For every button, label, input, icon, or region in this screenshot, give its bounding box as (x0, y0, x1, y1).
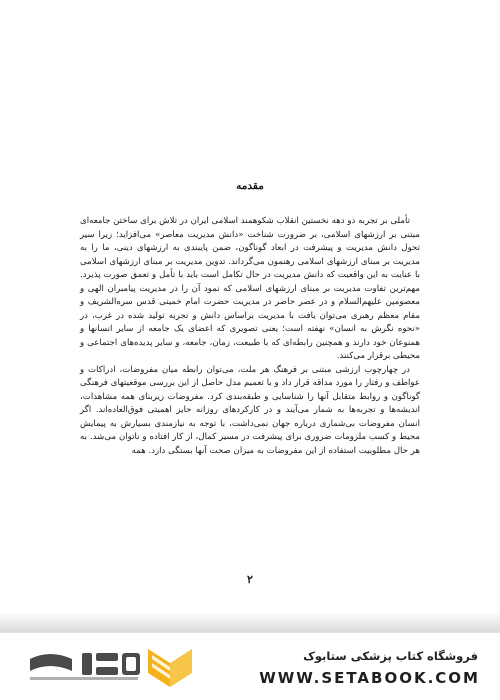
store-name: فروشگاه کتاب پزشکی ستابوک (303, 649, 478, 663)
setabook-logo-icon (20, 641, 200, 695)
page-shadow (0, 612, 500, 632)
paragraph-1: تأملی بر تجربه دو دهه نخستین انقلاب شکوهمند اسلامی ایران در تلاش برای ساختن جامعه‌ای مبتنی بر ارزشهای اسلامی، بر ضرورت شناخت «دانش مدیریت معاصر» می‌افزاید؛ زیرا سیر تحول دانش مدیریت و پیشرفت در ابعاد گوناگون، ضمن پایبندی به ارزشهای دینی، ما را به مدیریت بر مبنای ارزشهای اسلامی رهنمون می‌گرداند. تدوین مدیریت بر مبنای ارزشهای اسلامی با عنایت به این واقعیت که دانش مدیریت در حال تکامل است باید با تأمل و تعمق صورت پذیرد. مهم‌ترین تفاوت مدیریت بر مبنای ارزشهای اسلامی که نمود آن را در مدیریت پیامبران الهی و معصومین علیهم‌السلام و در عصر حاضر در مدیریت حضرت امام خمینی قدس سره‌الشریف و مقام معظم رهبری می‌توان یافت با مدیریت براساس دانش و تجربه تولید شده در غرب، در «نحوه نگرش به انسان» نهفته است؛ یعنی تصویری که اعضای یک جامعه از سایر انسانها و همنوعان خود دارند و همچنین رابطه‌ای که با طبیعت، زمان، جامعه، و سایر پدیده‌های اجتماعی و محیطی برقرار می‌کنند. (80, 216, 420, 361)
book-mark-icon (148, 649, 192, 687)
store-footer-banner (0, 632, 500, 700)
body-text (80, 215, 420, 458)
wordmark-shapes (30, 653, 140, 680)
page-number: ۲ (247, 573, 253, 586)
paragraph-2: در چهارچوب ارزشی مبتنی بر فرهنگ هر ملت، می‌توان رابطه میان مفروضات، ادراکات و عواطف و رفتار را مورد مداقه قرار داد و با تعمیم مدل حاصل از این بررسی موقعیتهای فرهنگی گوناگون و روابط متقابل آنها را شناسایی و طبقه‌بندی کرد. مفروضات زیربنای همه مشاهدات، اندیشه‌ها و تجربه‌ها به شمار می‌آیند و در کارکردهای روزانه حایز اهمیتی فوق‌العاده‌اند. اگر انسان مفروضات بی‌شماری درباره جهان نمی‌داشت، با توجه به نیازمندی بسیارش به پیمایش محیط و کسب ملزومات ضروری برای پیشرفت در مسیر کمال، از کار افتاده و ناتوان می‌شد. به هر حال مطلوبیت استفاده از این مفروضات به میزان صحت آنها بستگی دارد. همه (80, 364, 420, 456)
setabook-logo-graphic (20, 641, 200, 695)
chapter-heading: مقدمه (236, 180, 264, 192)
store-url-link[interactable]: WWW.SETABOOK.COM (259, 669, 480, 687)
